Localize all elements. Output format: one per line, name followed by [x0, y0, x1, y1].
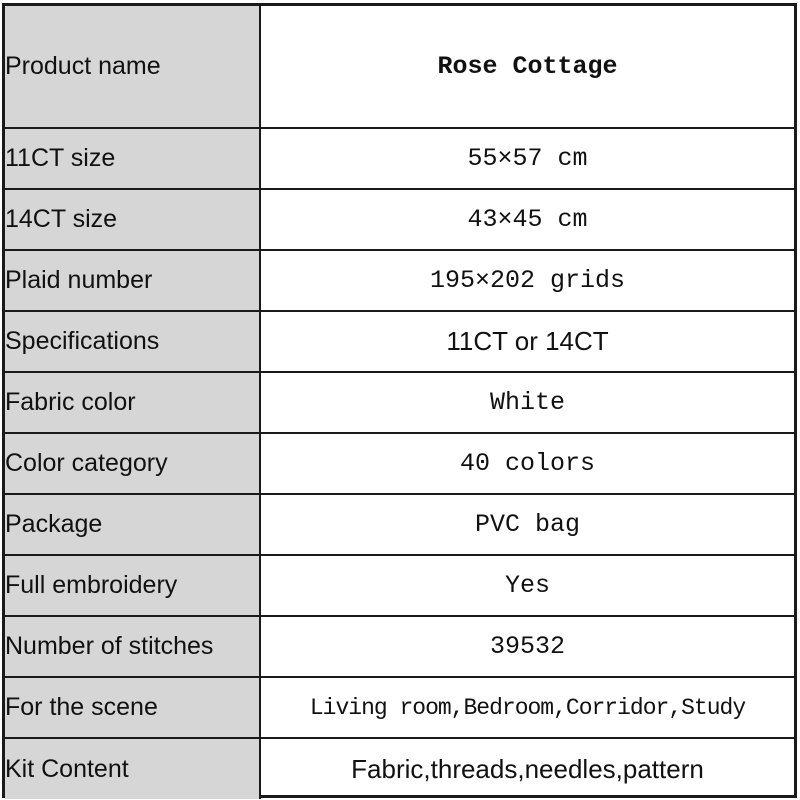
product-spec-table: [5, 6, 794, 799]
row-label: 11CT size: [5, 128, 260, 189]
table-row-plaid-number: [5, 250, 794, 311]
table-row-11ct-size: [5, 128, 794, 189]
table-row-color-category: [5, 433, 794, 494]
row-label: Color category: [5, 433, 260, 494]
row-value: 11CT or 14CT: [260, 311, 794, 372]
table-row-package: [5, 494, 794, 555]
row-value: 40 colors: [260, 433, 794, 494]
table-row-kit-content: [5, 738, 794, 799]
row-value: 195×202 grids: [260, 250, 794, 311]
row-label: Number of stitches: [5, 616, 260, 677]
row-label: Package: [5, 494, 260, 555]
table-row-for-the-scene: [5, 677, 794, 738]
row-value: White: [260, 372, 794, 433]
table-row-product-name: [5, 6, 794, 128]
row-label: 14CT size: [5, 189, 260, 250]
row-label: Kit Content: [5, 738, 260, 799]
product-spec-frame: [2, 3, 797, 798]
table-row-full-embroidery: [5, 555, 794, 616]
row-value: Living room,Bedroom,Corridor,Study: [260, 677, 794, 738]
table-row-fabric-color: [5, 372, 794, 433]
table-row-14ct-size: [5, 189, 794, 250]
row-value: Yes: [260, 555, 794, 616]
row-value: Fabric,threads,needles,pattern: [260, 738, 794, 799]
table-row-specifications: [5, 311, 794, 372]
row-value: 39532: [260, 616, 794, 677]
row-label: Plaid number: [5, 250, 260, 311]
row-label: Full embroidery: [5, 555, 260, 616]
row-value: Rose Cottage: [260, 6, 794, 128]
row-value: PVC bag: [260, 494, 794, 555]
table-row-number-of-stitches: [5, 616, 794, 677]
row-label: Fabric color: [5, 372, 260, 433]
row-value: 43×45 cm: [260, 189, 794, 250]
row-value: 55×57 cm: [260, 128, 794, 189]
row-label: For the scene: [5, 677, 260, 738]
row-label: Specifications: [5, 311, 260, 372]
row-label: Product name: [5, 6, 260, 128]
